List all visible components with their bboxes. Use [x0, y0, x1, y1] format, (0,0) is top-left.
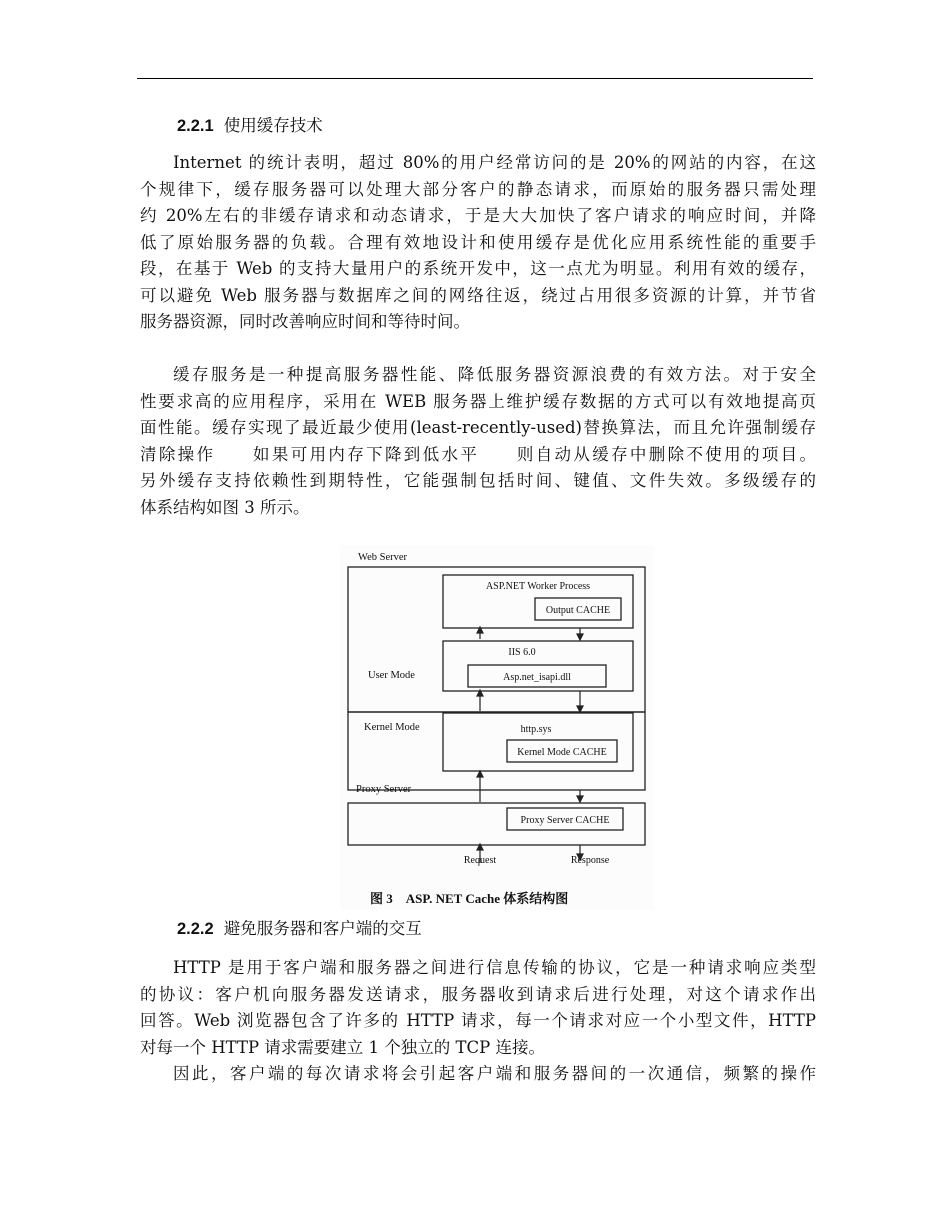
text-line: 可以避免 Web 服务器与数据库之间的网络往返，绕过占用很多资源的计算，并节省: [140, 285, 816, 305]
user-mode-label: User Mode: [368, 670, 415, 681]
section-heading-2-2-1: [177, 112, 323, 136]
section-number: 2.2.2: [177, 920, 214, 938]
text-line: 段，在基于 Web 的支持大量用户的系统开发中，这一点尤为明显。利用有效的缓存，: [140, 259, 816, 278]
text-line: 对每一个 HTTP 请求需要建立 1 个独立的 TCP 连接。: [140, 1037, 546, 1057]
text-line: 清除操作 如果可用内存下降到低水平 则自动从缓存中删除不使用的项目。: [140, 444, 816, 464]
worker-process-label: ASP.NET Worker Process: [485, 581, 591, 592]
text-line: 回答。Web 浏览器包含了许多的 HTTP 请求，每一个请求对应一个小型文件，HTTP: [140, 1011, 816, 1030]
output-cache-label: Output CACHE: [545, 605, 611, 616]
text-line: 面性能。缓存实现了最近最少使用(least-recently-used)替换算法，而且允许强制缓存: [140, 418, 816, 437]
paragraph-cache-service: [140, 362, 816, 521]
text-line: 缓存服务是一种提高服务器性能、降低服务器资源浪费的有效方法。对于安全: [173, 365, 816, 384]
text-line: 约 20%左右的非缓存请求和动态请求，于是大大加快了客户请求的响应时间，并降: [140, 206, 816, 225]
text-line: 低了原始服务器的负载。合理有效地设计和使用缓存是优化应用系统性能的重要手: [140, 232, 816, 252]
proxy-server-label: Proxy Server: [356, 784, 412, 795]
request-label: Request: [463, 855, 497, 866]
kernel-cache-label: Kernel Mode CACHE: [517, 747, 607, 758]
text-line: 性要求高的应用程序，采用在 WEB 服务器上维护缓存数据的方式可以有效地提高页: [140, 391, 816, 411]
section-title: 避免服务器和客户端的交互: [223, 919, 422, 938]
text-line: HTTP 是用于客户端和服务器之间进行信息传输的协议，它是一种请求响应类型: [173, 958, 816, 977]
header-rule: [137, 78, 813, 79]
response-label: Response: [570, 855, 610, 866]
figure-caption: 图 3 ASP. NET Cache 体系结构图: [370, 891, 569, 906]
text-line: 个规律下，缓存服务器可以处理大部分客户的静态请求，而原始的服务器只需处理: [140, 179, 816, 199]
iis-box: [443, 641, 633, 691]
kernel-mode-label: Kernel Mode: [364, 722, 420, 733]
paragraph-cache-intro: [140, 150, 816, 336]
architecture-diagram: [340, 545, 654, 910]
http-sys-label: http.sys: [520, 724, 552, 735]
paragraph-client-requests: [140, 1061, 816, 1088]
web-server-label: Web Server: [358, 552, 408, 563]
section-heading-2-2-2: [177, 915, 422, 939]
text-line: 因此，客户端的每次请求将会引起客户端和服务器间的一次通信，频繁的操作: [173, 1064, 816, 1083]
section-number: 2.2.1: [177, 117, 214, 135]
proxy-cache-label: Proxy Server CACHE: [520, 815, 610, 826]
isapi-label: Asp.net_isapi.dll: [503, 672, 571, 683]
text-line: 服务器资源，同时改善响应时间和等待时间。: [140, 312, 470, 331]
paragraph-http-intro: [140, 955, 816, 1061]
section-title: 使用缓存技术: [223, 116, 323, 135]
text-line: 另外缓存支持依赖性到期特性，它能强制包括时间、键值、文件失效。多级缓存的: [140, 471, 816, 490]
cache-architecture-figure: [340, 545, 654, 910]
iis-label: IIS 6.0: [508, 647, 536, 658]
text-line: Internet 的统计表明，超过 80%的用户经常访问的是 20%的网站的内容，在这: [173, 153, 816, 172]
text-line: 体系结构如图 3 所示。: [140, 497, 310, 517]
text-line: 的协议：客户机向服务器发送请求，服务器收到请求后进行处理，对这个请求作出: [140, 984, 816, 1004]
